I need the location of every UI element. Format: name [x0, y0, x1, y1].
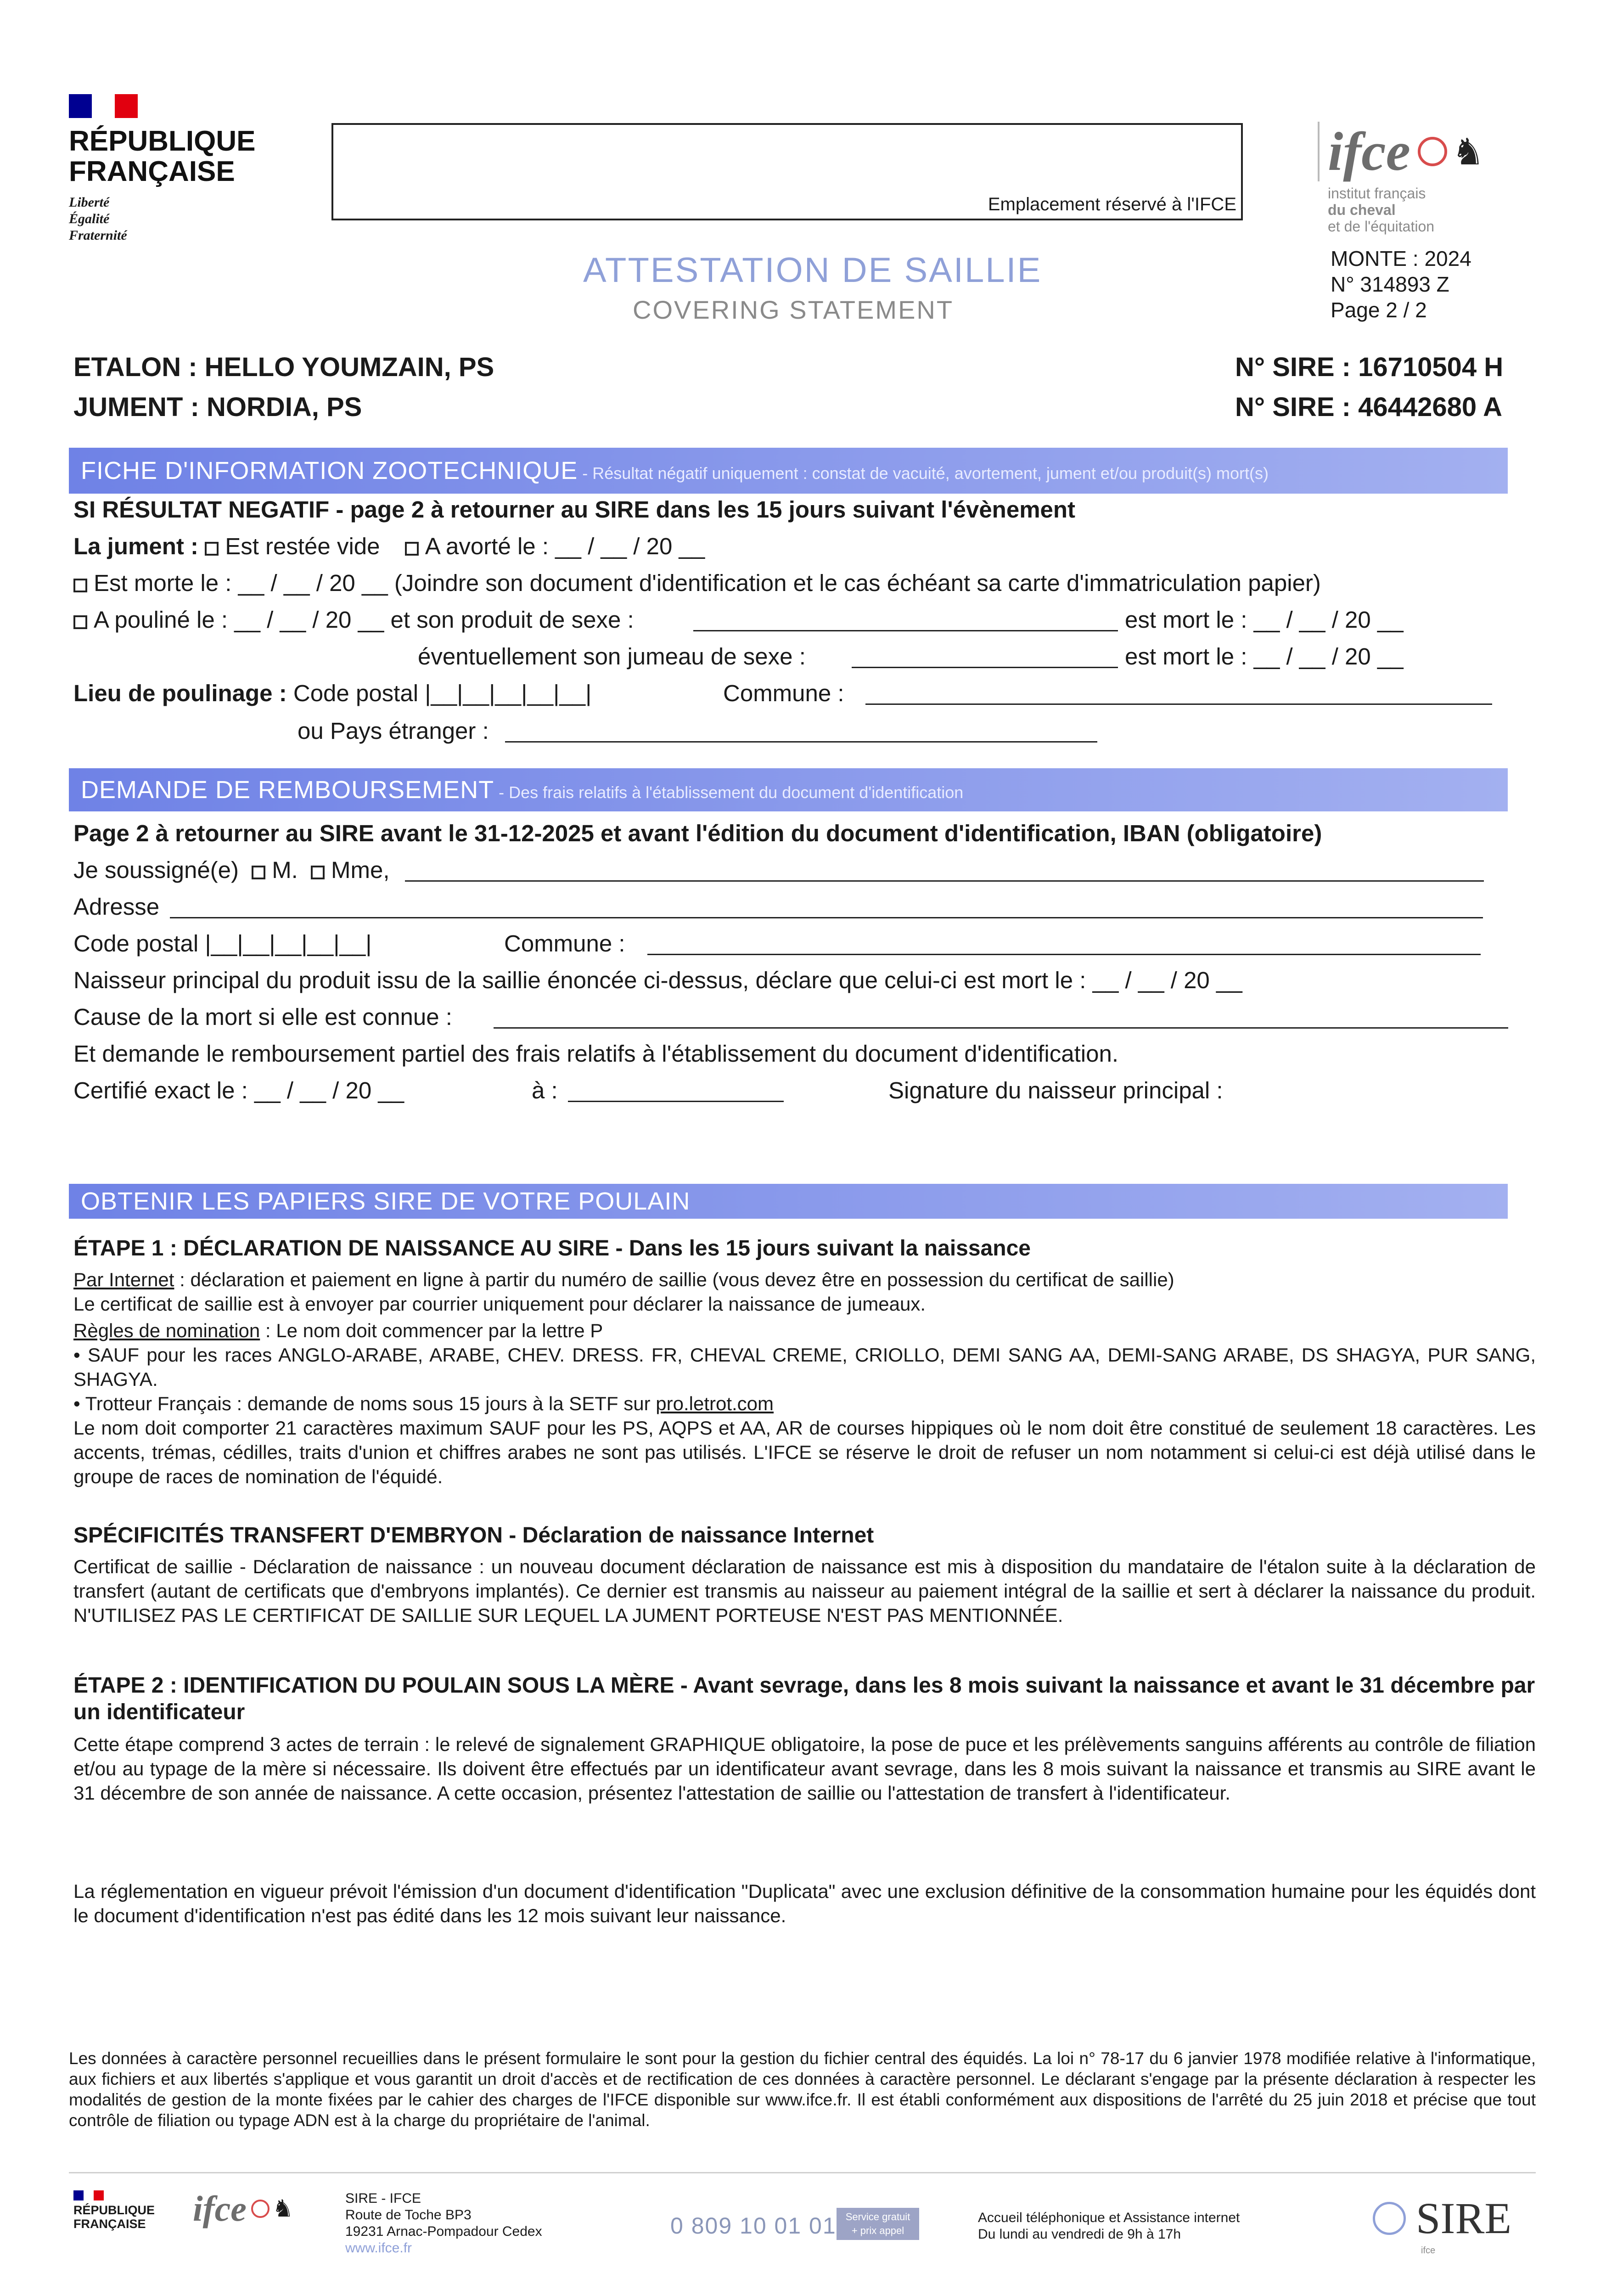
fiche-band-title: FICHE D'INFORMATION ZOOTECHNIQUE	[81, 457, 578, 484]
naisseur-text: Naisseur principal du produit issu de la saillie énoncée ci-dessus, déclare que celui-ci est mort le : __ / __ / 20 __	[73, 967, 1242, 993]
address-line2: Route de Toche BP3	[345, 2207, 472, 2223]
soussigne-name-field[interactable]	[405, 880, 1484, 882]
ifce-logo-text: ifce	[1328, 121, 1410, 182]
adresse-label: Adresse	[73, 894, 160, 920]
checkbox-pouline[interactable]	[73, 615, 87, 629]
sire-jument: N° SIRE : 46442680 A	[1235, 392, 1503, 422]
footer-flag-icon	[73, 2190, 155, 2200]
trotteur-link[interactable]: pro.letrot.com	[656, 1393, 774, 1414]
demande-text: Et demande le remboursement partiel des frais relatifs à l'établissement du document d'identification.	[73, 1041, 1118, 1067]
address-line1: SIRE - IFCE	[345, 2191, 421, 2206]
accueil-line2: Du lundi au vendredi de 9h à 17h	[978, 2227, 1181, 2242]
footer-sire-logo	[1373, 2193, 1511, 2244]
sire-logo-text: SIRE	[1416, 2194, 1512, 2243]
footer-phone[interactable]: 0 809 10 01 01	[670, 2213, 837, 2239]
checkbox-avorte[interactable]	[405, 542, 419, 556]
etalon-name: ETALON : HELLO YOUMZAIN, PS	[73, 352, 494, 382]
motto-liberte: Liberté	[69, 195, 110, 210]
ifce-line2: du cheval	[1328, 202, 1396, 218]
sauf-text: • SAUF pour les races ANGLO-ARABE, ARABE, CHEV. DRESS. FR, CHEVAL CREME, CRIOLLO, DEMI SANG AA, DEMI-SANG ARABE, DS SHAGYA, PUR SANG, SHAGYA.	[73, 1344, 1536, 1390]
footer-rider-icon: ♞	[272, 2195, 294, 2222]
a-label: à :	[532, 1077, 558, 1103]
ifce-line1: institut français	[1328, 185, 1426, 202]
cause-field[interactable]	[494, 1027, 1508, 1029]
motto-egalite: Égalité	[69, 211, 110, 226]
transfert-text: Certificat de saillie - Déclaration de naissance : un nouveau document déclaration de naissance est mis à disposition du mandataire de l'étalon suite à la déclaration de transfert (autant de certificats que d'embryons implantés). Ce dernier est transmis au naisseur au paiement intégral de la saillie et sert à déclarer la naissance du produit. N'UTILISEZ PAS LE CERTIFICAT DE SAILLIE SUR LEQUEL LA JUMENT PORTEUSE N'EST PAS MENTIONNÉE.	[73, 1556, 1536, 1626]
remboursement-band	[69, 768, 1508, 811]
a-field[interactable]	[568, 1101, 784, 1102]
badge-line1: Service gratuit	[845, 2211, 910, 2223]
footer-accueil	[978, 2210, 1240, 2243]
soussigne-label: Je soussigné(e)	[73, 857, 239, 883]
footer-ifce-text: ifce	[193, 2189, 247, 2228]
regles-label: Règles de nomination	[73, 1320, 260, 1341]
pays-label: ou Pays étranger :	[298, 718, 489, 744]
monte-info	[1331, 246, 1471, 323]
checkbox-m[interactable]	[252, 866, 265, 879]
ifce-reserved-box	[331, 123, 1243, 220]
adresse-field[interactable]	[170, 917, 1483, 918]
fiche-band	[69, 448, 1508, 494]
cause-label: Cause de la mort si elle est connue :	[73, 1004, 452, 1030]
internet-label: Par Internet	[73, 1269, 174, 1290]
checkbox-vide[interactable]	[205, 542, 219, 556]
mort1-label: est mort le : __ / __ / 20 __	[1125, 607, 1404, 633]
jument-row	[73, 533, 705, 560]
pouline-row	[73, 606, 634, 634]
remb-code-postal[interactable]: Code postal |__|__|__|__|__|	[73, 930, 372, 957]
jument-name: JUMENT : NORDIA, PS	[73, 392, 362, 422]
pays-field[interactable]	[505, 741, 1097, 743]
checkbox-mme[interactable]	[311, 866, 325, 879]
morte-label: Est morte le : __ / __ / 20 __ (Joindre son document d'identification et le cas échéant sa carte d'immatriculation papier)	[94, 570, 1321, 596]
remboursement-band-title: DEMANDE DE REMBOURSEMENT	[81, 776, 494, 804]
footer-rf1: RÉPUBLIQUE	[73, 2203, 155, 2217]
fiche-heading: SI RÉSULTAT NEGATIF - page 2 à retourner au SIRE dans les 15 jours suivant l'évènement	[73, 496, 1076, 523]
page-number: Page 2 / 2	[1331, 298, 1427, 322]
footer-horseshoe-icon	[251, 2200, 270, 2218]
horseshoe-icon	[1418, 137, 1447, 166]
jumeau-sexe-field[interactable]	[852, 667, 1118, 668]
address-line3: 19231 Arnac-Pompadour Cedex	[345, 2224, 542, 2239]
mme-label: Mme,	[331, 857, 390, 883]
accueil-line1: Accueil téléphonique et Assistance internet	[978, 2210, 1240, 2225]
lieu-code-postal[interactable]: Code postal |__|__|__|__|__|	[293, 680, 592, 706]
republique-line2: FRANÇAISE	[69, 156, 235, 187]
sire-etalon: N° SIRE : 16710504 H	[1235, 352, 1504, 382]
etape1-heading: ÉTAPE 1 : DÉCLARATION DE NAISSANCE AU SIRE - Dans les 15 jours suivant la naissance	[73, 1236, 1031, 1261]
badge-line2: + prix appel	[851, 2225, 904, 2236]
remboursement-heading: Page 2 à retourner au SIRE avant le 31-12-2025 et avant l'édition du document d'identification, IBAN (obligatoire)	[73, 820, 1322, 846]
jument-label: La jument :	[73, 533, 205, 559]
transfert-heading: SPÉCIFICITÉS TRANSFERT D'EMBRYON - Déclaration de naissance Internet	[73, 1523, 874, 1548]
legal-text: Les données à caractère personnel recueillies dans le présent formulaire le sont pour la gestion du fichier central des équidés. La loi n° 78-17 du 6 janvier 1978 modifiée relative à l'informatique, aux fichiers et aux libertés s'applique et vous garantit un droit d'accès et de rectification de ces données à caractère personnel. Le déclarant s'engage par la présente déclaration à respecter les modalités de gestion de la monte fixées par le cahier des charges de l'IFCE disponible sur www.ifce.fr. Il est établi conformément aux dispositions de l'arrêté du 25 juin 2018 et précise que tout contrôle de filiation ou typage ADN est à la charge du propriétaire de l'animal.	[69, 2049, 1536, 2130]
etape2-text: Cette étape comprend 3 actes de terrain : le relevé de signalement GRAPHIQUE obligatoire, la pose de puce et les prélèvements sanguins afférents au contrôle de filiation et/ou au typage de la mère si nécessaire. Ils doivent être effectués par un identificateur avant sevrage, dans les 8 mois suivant la naissance et transmis au SIRE avant le 31 décembre de son année de naissance. A cette occasion, présentez l'attestation de saillie ou l'attestation de transfert à l'identificateur.	[73, 1733, 1536, 1804]
fiche-band-note: - Résultat négatif uniquement : constat de vacuité, avortement, jument et/ou produit(s) mort(s)	[578, 464, 1269, 483]
remb-commune-label: Commune :	[504, 930, 625, 957]
ifce-logo	[1318, 122, 1556, 235]
trotteur-text: • Trotteur Français : demande de noms sous 15 jours à la SETF sur	[73, 1393, 656, 1414]
nom-text: Le nom doit comporter 21 caractères maximum SAUF pour les PS, AQPS et AA, AR de courses hippiques où le nom doit être constitué de seulement 18 caractères. Les accents, trémas, cédilles, traits d'union et chiffres arabes ne sont pas utilisés. L'IFCE se réserve le droit de refuser un nom notamment si celui-ci est déjà utilisé dans le groupe de races de nomination de l'équidé.	[73, 1417, 1536, 1487]
m-label: M.	[272, 857, 298, 883]
footer-phone-badge	[837, 2208, 919, 2240]
republique-line1: RÉPUBLIQUE	[69, 125, 256, 157]
lieu-label: Lieu de poulinage :	[73, 680, 293, 706]
footer-divider	[69, 2172, 1536, 2173]
certificat-text: Le certificat de saillie est à envoyer par courrier uniquement pour déclarer la naissance de jumeaux.	[73, 1293, 926, 1315]
mort2-label: est mort le : __ / __ / 20 __	[1125, 643, 1404, 670]
footer-rf2: FRANÇAISE	[73, 2217, 146, 2231]
morte-row	[73, 569, 1321, 597]
produit-sexe-field[interactable]	[693, 630, 1118, 631]
reglementation-text: La réglementation en vigueur prévoit l'émission d'un document d'identification "Duplicata" avec une exclusion définitive de la consommation humaine pour les équidés dont le document d'identification n'est pas édité dans les 12 mois suivant leur naissance.	[73, 1880, 1536, 1926]
signature-label: Signature du naisseur principal :	[888, 1077, 1223, 1103]
footer-address	[345, 2190, 542, 2257]
avorte-label: A avorté le : __ / __ / 20 __	[425, 533, 705, 559]
certifie-label: Certifié exact le : __ / __ / 20 __	[73, 1077, 404, 1103]
remb-commune-field[interactable]	[647, 954, 1481, 955]
pouline-label: A pouliné le : __ / __ / 20 __ et son produit de sexe :	[94, 607, 634, 633]
lieu-row	[73, 680, 591, 707]
monte-year: MONTE : 2024	[1331, 247, 1471, 270]
obtenir-band	[69, 1184, 1508, 1219]
motto-fraternite: Fraternité	[69, 228, 127, 243]
checkbox-morte[interactable]	[73, 579, 87, 592]
footer-rf-logo	[73, 2190, 155, 2231]
etape1-body	[73, 1267, 1536, 1489]
footer-ifce-logo	[193, 2188, 294, 2229]
rider-icon: ♞	[1451, 131, 1485, 172]
internet-text: : déclaration et paiement en ligne à partir du numéro de saillie (vous devez être en possession du certificat de saillie)	[174, 1269, 1174, 1290]
document-title: ATTESTATION DE SAILLIE	[583, 251, 1042, 290]
lieu-commune-field[interactable]	[865, 703, 1492, 705]
sire-logo-sub: ifce	[1421, 2245, 1436, 2256]
etape2-heading: ÉTAPE 2 : IDENTIFICATION DU POULAIN SOUS LA MÈRE - Avant sevrage, dans les 8 mois suivant la naissance et avant le 31 décembre par un identificateur	[73, 1673, 1535, 1724]
sire-logo-icon	[1373, 2202, 1406, 2235]
obtenir-band-title: OBTENIR LES PAPIERS SIRE DE VOTRE POULAIN	[81, 1187, 691, 1215]
republique-francaise-logo	[69, 94, 255, 244]
lieu-commune-label: Commune :	[723, 680, 844, 706]
remboursement-band-note: - Des frais relatifs à l'établissement du document d'identification	[494, 783, 964, 802]
address-line4[interactable]: www.ifce.fr	[345, 2240, 412, 2256]
document-subtitle: COVERING STATEMENT	[633, 295, 954, 324]
ifce-line3: et de l'équitation	[1328, 218, 1435, 235]
marianne-flag-icon	[69, 94, 255, 118]
vide-label: Est restée vide	[225, 533, 380, 559]
jumeau-label: éventuellement son jumeau de sexe :	[418, 643, 806, 670]
soussigne-row	[73, 856, 390, 884]
regles-text: : Le nom doit commencer par la lettre P	[260, 1320, 603, 1341]
reserved-label: Emplacement réservé à l'IFCE	[988, 194, 1236, 214]
monte-number: N° 314893 Z	[1331, 272, 1449, 296]
